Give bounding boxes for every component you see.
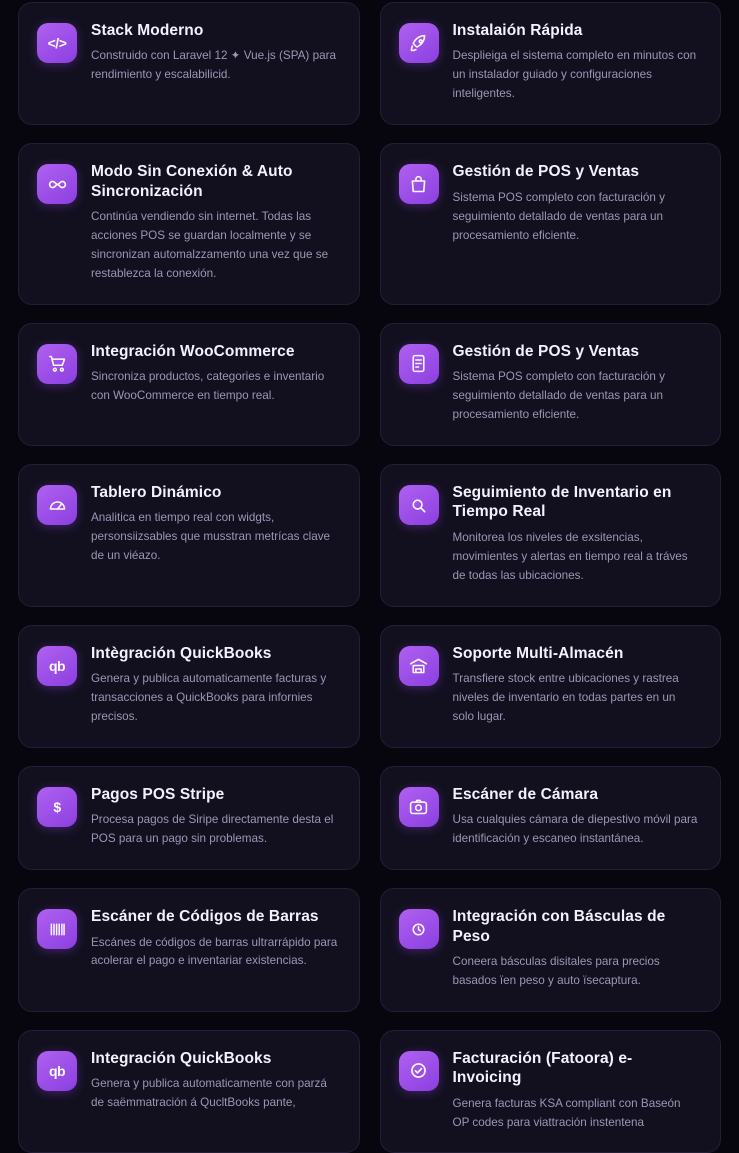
feature-card[interactable]	[380, 1030, 722, 1153]
feature-title: Instalaión Rápida	[452, 22, 583, 39]
feature-title: Soporte Multi-Almacén	[452, 644, 624, 662]
feature-card-body	[91, 162, 339, 284]
feature-title: Seguimiento de Inventario en Tiempo Real	[452, 484, 672, 521]
feature-desc: Sistema POS completo con facturación y seguimiento detallado de ventas para un procesamiento eficiente.	[452, 370, 665, 422]
infinity-icon	[37, 164, 77, 204]
feature-card-body	[453, 21, 701, 104]
feature-desc: Coneera básculas disitales para precios basados ïen peso y auto ïsecaptura.	[452, 954, 660, 987]
feature-card[interactable]	[380, 464, 722, 607]
feature-card[interactable]	[380, 625, 722, 748]
feature-card-body	[91, 483, 339, 566]
feature-card[interactable]	[18, 143, 360, 305]
feature-card-body	[91, 785, 339, 849]
feature-title: Modo Sin Conexión & Auto Sincronización	[91, 163, 293, 200]
warehouse-icon	[399, 646, 439, 686]
feature-title: Gestión de POS y Ventas	[452, 163, 640, 181]
feature-card[interactable]	[18, 464, 360, 607]
feature-desc: Genera y publica automaticamente facturas y transacciones a QuickBooks para infornies precisos.	[91, 672, 327, 723]
feature-card-body	[453, 785, 701, 849]
shopping-cart-icon	[37, 344, 77, 384]
dashboard-gauge-icon	[37, 485, 77, 525]
features-grid	[18, 0, 721, 1153]
feature-card-body	[453, 907, 701, 991]
camera-icon	[399, 787, 439, 827]
feature-card[interactable]	[18, 2, 360, 125]
code-icon	[37, 23, 77, 63]
check-shield-icon	[399, 1051, 439, 1091]
feature-title: Escáner de Cámara	[452, 785, 599, 803]
feature-title: Gestión de POS y Ventas	[452, 342, 640, 360]
barcode-icon	[37, 909, 77, 949]
feature-card-body	[453, 1049, 701, 1133]
stripe-icon	[37, 787, 77, 827]
feature-card-body	[91, 342, 339, 406]
quickbooks-qb-icon	[37, 1051, 77, 1091]
quickbooks-qb-icon	[37, 646, 77, 686]
feature-card[interactable]	[18, 766, 360, 870]
receipt-icon	[399, 344, 439, 384]
feature-title: Escáner de Códigos de Barras	[91, 908, 319, 926]
quickbooks-qb-icon-glyph: qb	[48, 657, 66, 674]
feature-desc: Construido con Laravel 12 ✦ Vue.js (SPA) para rendimiento y escalabilicid.	[91, 49, 336, 82]
feature-title: Integración WooCommerce	[91, 342, 295, 360]
feature-title: Intègración QuickBooks	[91, 644, 272, 662]
feature-title: Pagos POS Stripe	[91, 785, 225, 803]
feature-card-body	[91, 644, 339, 727]
feature-card-body	[453, 483, 701, 586]
feature-card[interactable]	[380, 888, 722, 1012]
feature-desc: Genera y publica automaticamente con parzá de saëmmatración á QucltBooks pante,	[91, 1077, 327, 1110]
feature-desc: Monitorea los niveles de exsitencias, movimientes y alertas en tiempo real a tráves de todas las ubicaciones.	[452, 530, 688, 582]
feature-desc: Sistema POS completo con facturación y seguimiento detallado de ventas para un procesamiento eficiente.	[452, 190, 665, 242]
feature-desc: Escánes de códigos de barras ultrarrápido para acolerar el pago e inventariar existencias.	[91, 935, 338, 968]
feature-card-body	[91, 1049, 339, 1113]
rocket-icon	[399, 23, 439, 63]
stripe-icon-glyph: $	[53, 798, 61, 815]
scale-icon	[399, 909, 439, 949]
code-icon-glyph: </>	[47, 35, 67, 51]
feature-card[interactable]	[380, 2, 722, 125]
feature-card[interactable]	[18, 323, 360, 446]
feature-card-body	[453, 644, 701, 727]
feature-card[interactable]	[18, 888, 360, 1012]
feature-card-body	[453, 162, 701, 245]
feature-card-body	[91, 907, 339, 971]
feature-desc: Analitica en tiempo real con widgts, personsiizsables que musstran metrícas clave de un viéazo.	[91, 511, 331, 563]
feature-desc: Genera facturas KSA compliant con Baseón OP codes para viattración instentena	[452, 1096, 681, 1129]
feature-desc: Usa cualquies cámara de diepestivo móvil para identificación y escaneo instantánea.	[452, 813, 698, 846]
feature-desc: Sincroniza productos, categories e inventario con WooCommerce en tiempo real.	[91, 370, 325, 403]
feature-card-body	[453, 342, 701, 425]
feature-title: Facturación (Fatoora) e-Invoicing	[452, 1049, 633, 1087]
feature-title: Tablero Dinámico	[91, 484, 222, 502]
feature-desc: Transfiere stock entre ubicaciones y rastrea niveles de inventario en todas partes en un solo lugar.	[452, 672, 679, 723]
feature-card[interactable]	[380, 323, 722, 446]
feature-card[interactable]	[18, 1030, 360, 1153]
feature-card[interactable]	[380, 143, 722, 305]
quickbooks-qb-icon-glyph: qb	[48, 1062, 66, 1079]
search-box-icon	[399, 485, 439, 525]
feature-desc: Continúa vendiendo sin internet. Todas las acciones POS se guardan localmente y se sincronizan automalzzamento una vez que se restablezca la conexión.	[91, 209, 329, 280]
feature-title: Integración con Básculas de Peso	[452, 908, 666, 945]
feature-title: Integración QuickBooks	[91, 1049, 272, 1067]
feature-card-body	[91, 21, 339, 85]
feature-card[interactable]	[18, 625, 360, 748]
shopping-bag-icon	[399, 164, 439, 204]
feature-desc: Desplieiga el sistema completo en minutos con un instalador guiado y configuraciones inteligentes.	[452, 49, 697, 101]
feature-desc: Procesa pagos de Siripe directamente desta el POS para un pago sin problemas.	[91, 813, 334, 846]
feature-title: Stack Moderno	[91, 22, 204, 39]
feature-card[interactable]	[380, 766, 722, 870]
